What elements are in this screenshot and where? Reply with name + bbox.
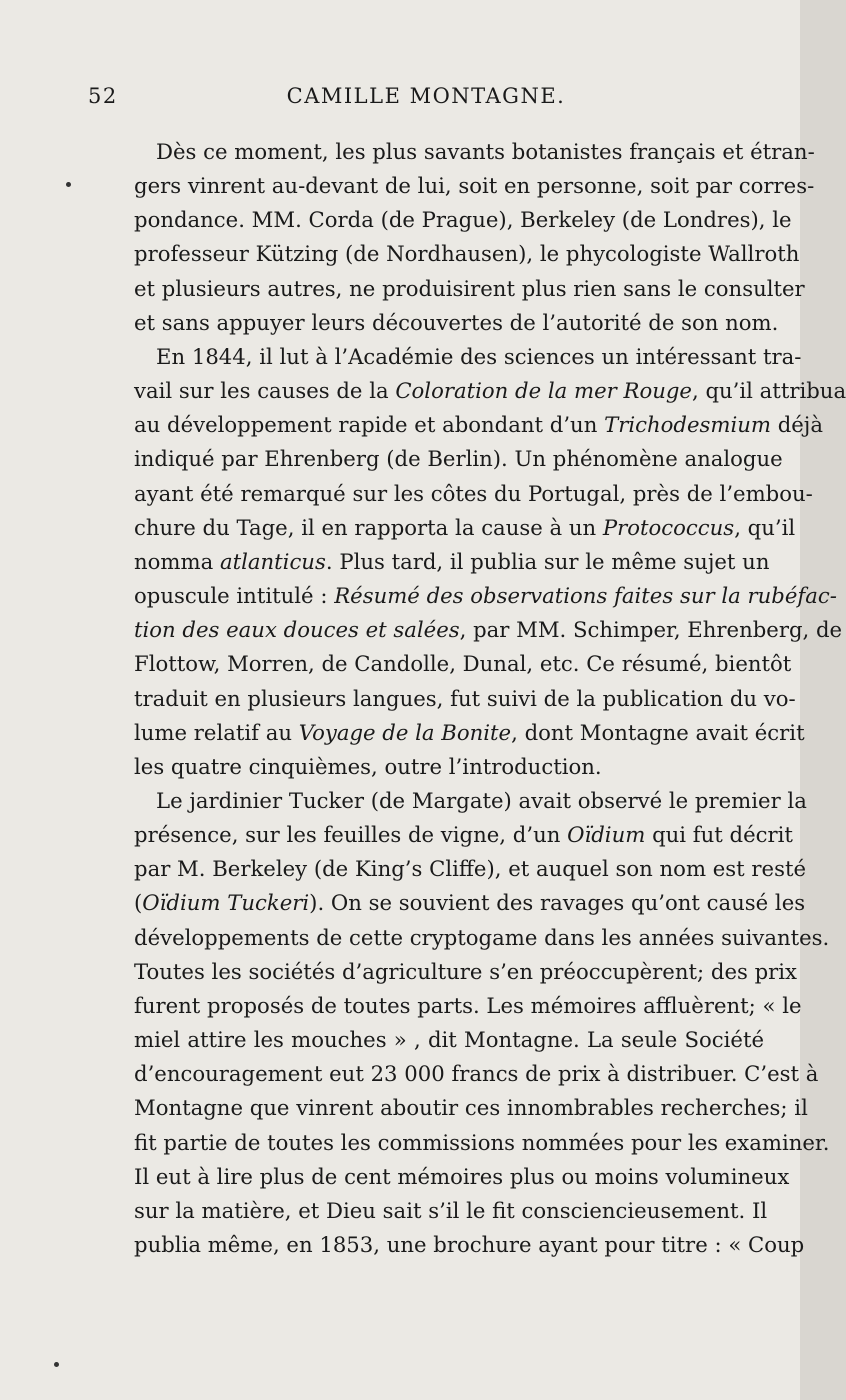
text-line: lume relatif au Voyage de la Bonite, dont Montagne avait écrit: [134, 719, 805, 745]
text-line: développements de cette cryptogame dans les années suivantes.: [134, 924, 830, 950]
text-line: ayant été remarqué sur les côtes du Portugal, près de l’embou-: [134, 480, 813, 506]
page-number: 52: [88, 84, 118, 108]
text-line: (Oïdium Tuckeri). On se souvient des ravages qu’ont causé les: [134, 890, 806, 916]
text-line: et sans appuyer leurs découvertes de l’autorité de son nom.: [134, 309, 779, 335]
text-line: miel attire les mouches » , dit Montagne. La seule Société: [134, 1027, 764, 1053]
text-line: par M. Berkeley (de King’s Cliffe), et auquel son nom est resté: [134, 856, 807, 882]
text-line: au développement rapide et abondant d’un Trichodesmium déjà: [134, 412, 824, 438]
text-line: Toutes les sociétés d’agriculture s’en préoccupèrent; des prix: [134, 958, 798, 984]
text-line: sur la matière, et Dieu sait s’il le fit consciencieusement. Il: [134, 1197, 768, 1223]
text-line: indiqué par Ehrenberg (de Berlin). Un phénomène analogue: [134, 446, 783, 472]
text-line: Il eut à lire plus de cent mémoires plus ou moins volumineux: [134, 1163, 790, 1189]
body-text: [112, 135, 846, 1262]
text-line: furent proposés de toutes parts. Les mémoires affluèrent; « le: [134, 992, 802, 1018]
text-line: vail sur les causes de la Coloration de la mer Rouge, qu’il attribua: [134, 378, 846, 404]
page-header: [88, 84, 764, 114]
text-line: les quatre cinquièmes, outre l’introduction.: [134, 753, 602, 779]
text-line: présence, sur les feuilles de vigne, d’un Oïdium qui fut décrit: [134, 822, 793, 848]
text-line: gers vinrent au-devant de lui, soit en personne, soit par corres-: [134, 173, 815, 199]
text-line: professeur Kützing (de Nordhausen), le phycologiste Wallroth: [134, 241, 800, 267]
print-speck: [54, 1362, 59, 1367]
text-line: Flottow, Morren, de Candolle, Dunal, etc. Ce résumé, bientôt: [134, 651, 792, 677]
text-line: pondance. MM. Corda (de Prague), Berkeley (de Londres), le: [134, 207, 792, 233]
text-line: nomma atlanticus. Plus tard, il publia sur le même sujet un: [134, 548, 770, 574]
text-line: opuscule intitulé : Résumé des observations faites sur la rubéfac-: [134, 583, 837, 609]
paragraph: [112, 340, 846, 784]
text-line: chure du Tage, il en rapporta la cause à un Protococcus, qu’il: [134, 514, 796, 540]
text-line: Le jardinier Tucker (de Margate) avait observé le premier la: [156, 787, 807, 813]
print-speck: [66, 182, 71, 187]
text-line: fit partie de toutes les commissions nommées pour les examiner.: [134, 1129, 830, 1155]
text-line: et plusieurs autres, ne produisirent plus rien sans le consulter: [134, 275, 805, 301]
text-line: d’encouragement eut 23 000 francs de prix à distribuer. C’est à: [134, 1061, 819, 1087]
text-line: publia même, en 1853, une brochure ayant pour titre : « Coup: [134, 1232, 805, 1257]
text-line: tion des eaux douces et salées, par MM. Schimper, Ehrenberg, de: [134, 617, 843, 643]
text-line: Montagne que vinrent aboutir ces innombrables recherches; il: [134, 1095, 808, 1121]
running-head: CAMILLE MONTAGNE.: [286, 84, 566, 108]
text-line: Dès ce moment, les plus savants botanistes français et étran-: [156, 139, 815, 164]
paragraph: [112, 784, 830, 1262]
text-line: traduit en plusieurs langues, fut suivi de la publication du vo-: [134, 685, 796, 711]
paragraph: [112, 135, 815, 340]
text-line: En 1844, il lut à l’Académie des sciences un intéressant tra-: [156, 343, 802, 369]
